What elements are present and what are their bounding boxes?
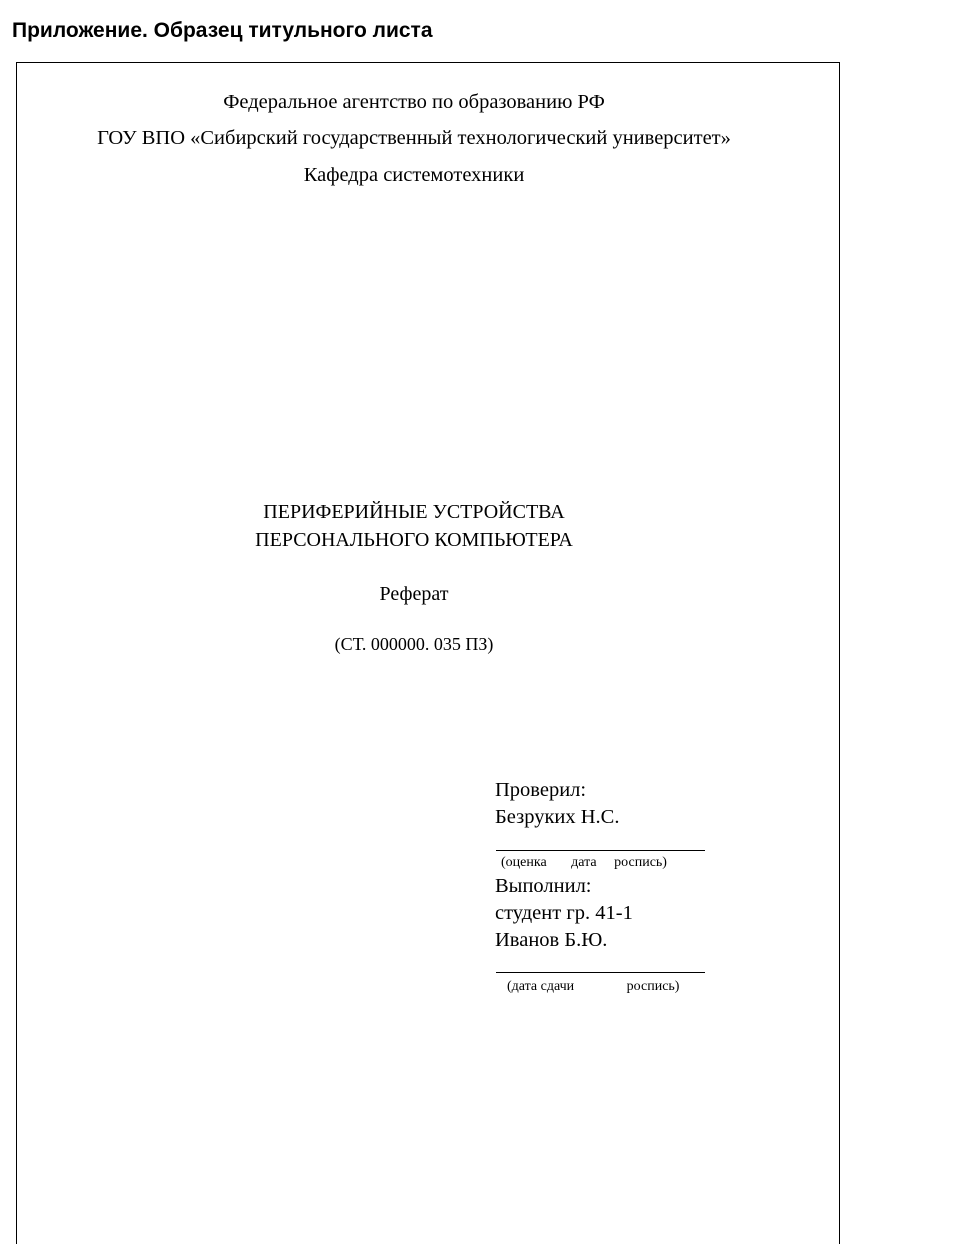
checked-by-name: Безруких Н.С.	[495, 806, 620, 828]
done-signature-caption: (дата сдачи роспись)	[507, 979, 680, 994]
title-page-sheet	[16, 62, 840, 1244]
page-heading: Приложение. Образец титульного листа	[12, 19, 433, 42]
org-university: ГОУ ВПО «Сибирский государственный технологический университет»	[97, 127, 731, 149]
org-ministry: Федеральное агентство по образованию РФ	[223, 91, 605, 113]
document-code: (СТ. 000000. 035 ПЗ)	[334, 634, 494, 654]
checked-signature-caption: (оценка дата роспись)	[501, 855, 667, 870]
document-type: Реферат	[379, 583, 449, 605]
org-department: Кафедра системотехники	[303, 164, 525, 186]
topic-line-2: ПЕРСОНАЛЬНОГО КОМПЬЮТЕРА	[255, 529, 573, 551]
done-by-label: Выполнил:	[495, 875, 592, 897]
done-by-name: Иванов Б.Ю.	[495, 929, 608, 951]
checked-signature-line	[496, 850, 705, 851]
checked-by-label: Проверил:	[495, 779, 587, 801]
done-by-group: студент гр. 41-1	[495, 902, 633, 924]
topic-line-1: ПЕРИФЕРИЙНЫЕ УСТРОЙСТВА	[263, 501, 565, 523]
done-signature-line	[496, 972, 705, 973]
